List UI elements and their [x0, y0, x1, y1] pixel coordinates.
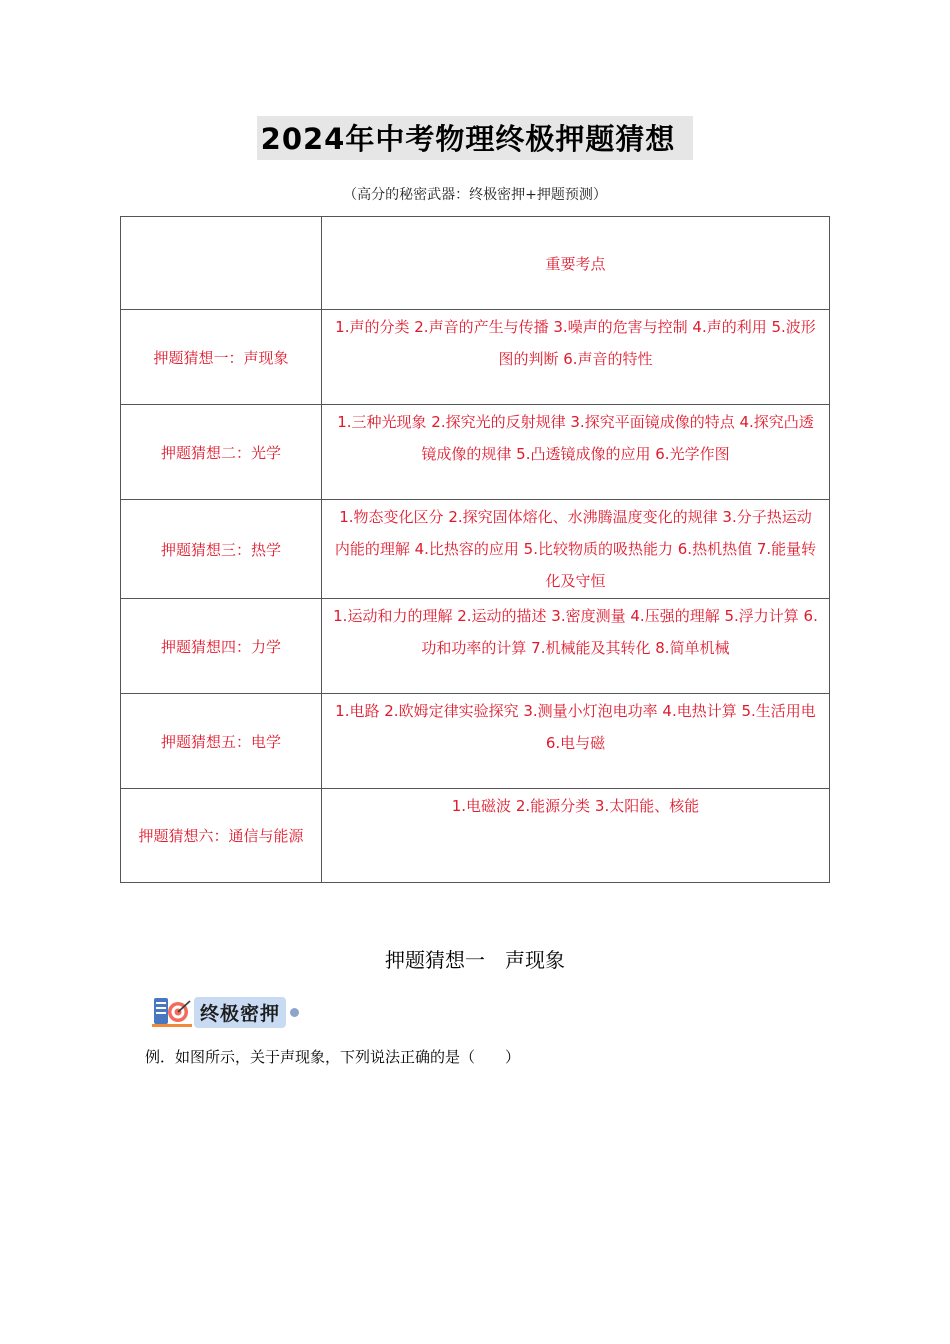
topic-points: 1.声的分类 2.声音的产生与传播 3.噪声的危害与控制 4.声的利用 5.波形图的判断 6.声音的特性	[322, 310, 830, 405]
topic-name: 押题猜想五：电学	[121, 694, 322, 789]
title-wrap	[0, 116, 950, 160]
table-row	[121, 405, 830, 500]
badge-dot	[290, 1008, 299, 1017]
topics-table	[120, 216, 830, 883]
topic-name: 押题猜想四：力学	[121, 599, 322, 694]
table-row	[121, 599, 830, 694]
target-book-icon	[152, 995, 194, 1029]
final-prediction-badge	[152, 994, 299, 1030]
topic-points: 1.物态变化区分 2.探究固体熔化、水沸腾温度变化的规律 3.分子热运动内能的理解 4.比热容的应用 5.比较物质的吸热能力 6.热机热值 7.能量转化及守恒	[322, 500, 830, 599]
topic-name: 押题猜想三：热学	[121, 500, 322, 599]
topic-name: 押题猜想二：光学	[121, 405, 322, 500]
header-key-points: 重要考点	[322, 217, 830, 310]
topic-points: 1.运动和力的理解 2.运动的描述 3.密度测量 4.压强的理解 5.浮力计算 6.功和功率的计算 7.机械能及其转化 8.简单机械	[322, 599, 830, 694]
section-title: 押题猜想一 声现象	[385, 948, 565, 972]
badge-label: 终极密押	[194, 997, 286, 1028]
table-row	[121, 500, 830, 599]
topic-name: 押题猜想六：通信与能源	[121, 789, 322, 883]
topic-points: 1.三种光现象 2.探究光的反射规律 3.探究平面镜成像的特点 4.探究凸透镜成像的规律 5.凸透镜成像的应用 6.光学作图	[322, 405, 830, 500]
table-row	[121, 310, 830, 405]
table-row	[121, 694, 830, 789]
example-question: 例．如图所示，关于声现象，下列说法正确的是（ ）	[145, 1048, 521, 1066]
topic-points: 1.电路 2.欧姆定律实验探究 3.测量小灯泡电功率 4.电热计算 5.生活用电 6.电与磁	[322, 694, 830, 789]
document-title: 2024年中考物理终极押题猜想	[257, 116, 694, 160]
topic-name: 押题猜想一：声现象	[121, 310, 322, 405]
table-row	[121, 789, 830, 883]
header-left-cell	[121, 217, 322, 310]
document-subtitle: （高分的秘密武器：终极密押+押题预测）	[343, 187, 607, 203]
table-header-row	[121, 217, 830, 310]
topic-points: 1.电磁波 2.能源分类 3.太阳能、核能	[322, 789, 830, 883]
